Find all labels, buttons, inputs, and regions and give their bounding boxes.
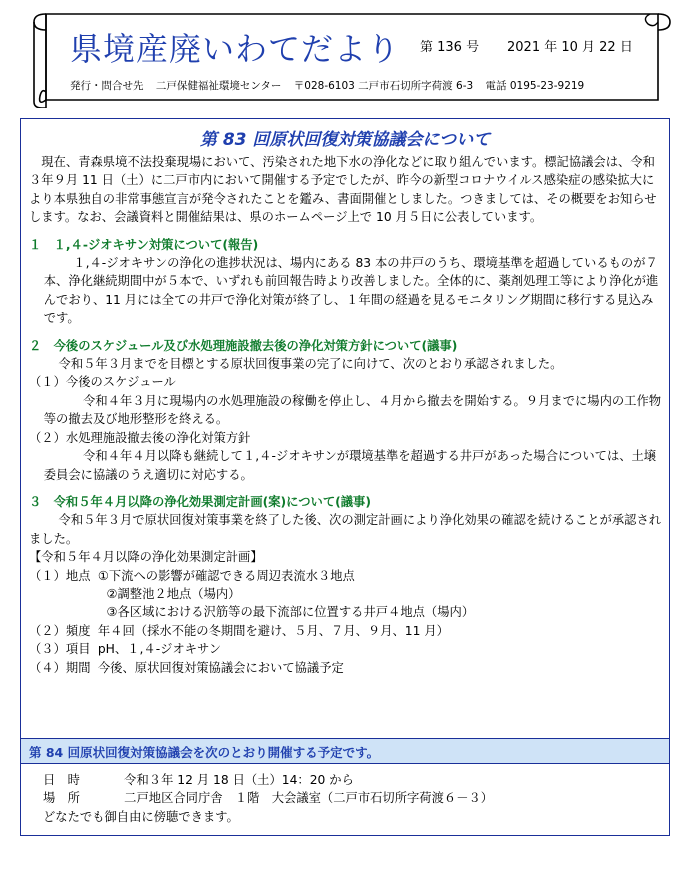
plan-item-line: 年４回（採水不能の冬期間を避け、５月、７月、９月、11 月） <box>97 623 449 638</box>
plan-item-number: （３） <box>29 642 66 657</box>
section3-body: 令和５年３月で原状回復対策事業を終了した後、次の測定計画により浄化効果の確認を続けることが承認されました。 <box>29 513 662 546</box>
article-box <box>20 118 670 836</box>
section2-sub1-body: 令和４年３月に現場内の水処理施設の稼働を停止し、４月から撤去を開始する。９月までに場内の工作物等の撤去及び地形整形を終える。 <box>43 393 662 427</box>
section1-body: １,４-ジオキサンの浄化の進捗状況は、場内にある 83 本の井戸のうち、環境基準を超過しているものが７本、浄化継続期間中が５本で、いずれも前回報告時より改善しました。全体的に、薬剤処理工等により浄化が進んでおり、11 月には全ての井戸で浄化対策が終了し、１年間の経過を見るモニタリング期間に移行する見込みです。 <box>43 256 659 326</box>
plan-item-label: 項目 <box>65 642 91 657</box>
section3-heading: ３ 令和５年４月以降の浄化効果測定計画(案)について(議事) <box>29 494 371 509</box>
publisher-label: 発行・問合せ先 <box>70 80 144 92</box>
plan-item-number: （１） <box>29 568 66 583</box>
plan-item-line: ①下流への影響が確認できる周辺表流水３地点 <box>97 568 355 583</box>
plan-item-number: （２） <box>29 623 66 638</box>
section2-body: 令和５年３月までを目標とする原状回復事業の完了に向けて、次のとおり承認されました。 <box>58 357 563 372</box>
article-title: 第 83 回原状回復対策協議会について <box>199 130 491 150</box>
plan-item-frequency <box>29 622 663 640</box>
plan-item-label: 頻度 <box>65 623 91 638</box>
meeting-date-row <box>43 771 493 789</box>
meeting-footer: どなたでも御自由に傍聴できます。 <box>43 809 239 824</box>
section2-sub2-body: 令和４年４月以降も継続して１,４-ジオキサンが環境基準を超過する井戸があった場合については、土壌委員会に協議のうえ適切に対応する。 <box>43 449 657 482</box>
plan-item-number: （４） <box>29 660 66 675</box>
meeting-date-value: 令和３年 12 月 18 日（土）14：20 から <box>124 773 354 787</box>
plan-item-line: ②調整池２地点（場内） <box>106 586 241 601</box>
issue-number: 第 136 号 <box>420 40 480 55</box>
plan-item-line: ③各区域における沢筋等の最下流部に位置する井戸４地点（場内） <box>106 605 475 620</box>
plan-item-line: 今後、原状回復対策協議会において協議予定 <box>97 660 344 675</box>
issue-date: 2021 年 10 月 22 日 <box>507 40 633 55</box>
plan-item-location <box>29 567 663 622</box>
plan-item-label: 地点 <box>65 568 91 583</box>
plan-title: 【令和５年４月以降の浄化効果測定計画】 <box>29 550 263 565</box>
section1-heading: １ １,４-ジオキサン対策について(報告) <box>29 237 259 252</box>
plan-item-period <box>29 659 663 677</box>
meeting-place-label: 場 所 <box>43 791 80 806</box>
next-meeting-heading: 第 84 回原状回復対策協議会を次のとおり開催する予定です。 <box>29 745 380 760</box>
meeting-date-label: 日 時 <box>43 773 80 787</box>
plan-item-line: pH、１,４-ジオキサン <box>97 642 222 657</box>
article-content <box>29 153 663 677</box>
next-meeting-bar <box>21 738 669 764</box>
newsletter-banner <box>28 8 676 108</box>
publisher-line <box>70 78 593 93</box>
plan-item-label: 期間 <box>65 660 91 675</box>
plan-item-items <box>29 640 663 658</box>
section2-sub1-title: （１）今後のスケジュール <box>29 375 176 390</box>
meeting-place-row <box>43 789 493 807</box>
next-meeting-details <box>43 771 493 826</box>
publisher-address: 〒028-6103 二戸市石切所字荷渡 6-3 <box>293 80 474 92</box>
section2-sub2-title: （２）水処理施設撤去後の浄化対策方針 <box>29 430 251 445</box>
publisher-phone: 電話 0195-23-9219 <box>485 80 585 92</box>
meeting-place-value: 二戸地区合同庁舎 １階 大会議室（二戸市石切所字荷渡６－３） <box>124 791 494 806</box>
newsletter-title: 県境産廃いわてだより <box>70 30 401 68</box>
section2-heading: ２ 今後のスケジュール及び水処理施設撤去後の浄化対策方針について(議事) <box>29 338 458 353</box>
publisher-name: 二戸保健福祉環境センター <box>155 80 282 92</box>
intro-paragraph: 現在、青森県境不法投棄現場において、汚染された地下水の浄化などに取り組んでいます。標記協議会は、令和３年９月 11 日（土）に二戸市内において開催する予定でしたが、昨今の新型コロナウイルス感染症の感染拡大により本県独自の非常事態宣言が発令されたことを鑑み、書面開催としました。つきましては、その概要をお知らせします。なお、会議資料と開催結果は、県のホームページ上で 10 月５日に公表しています。 <box>29 155 657 225</box>
